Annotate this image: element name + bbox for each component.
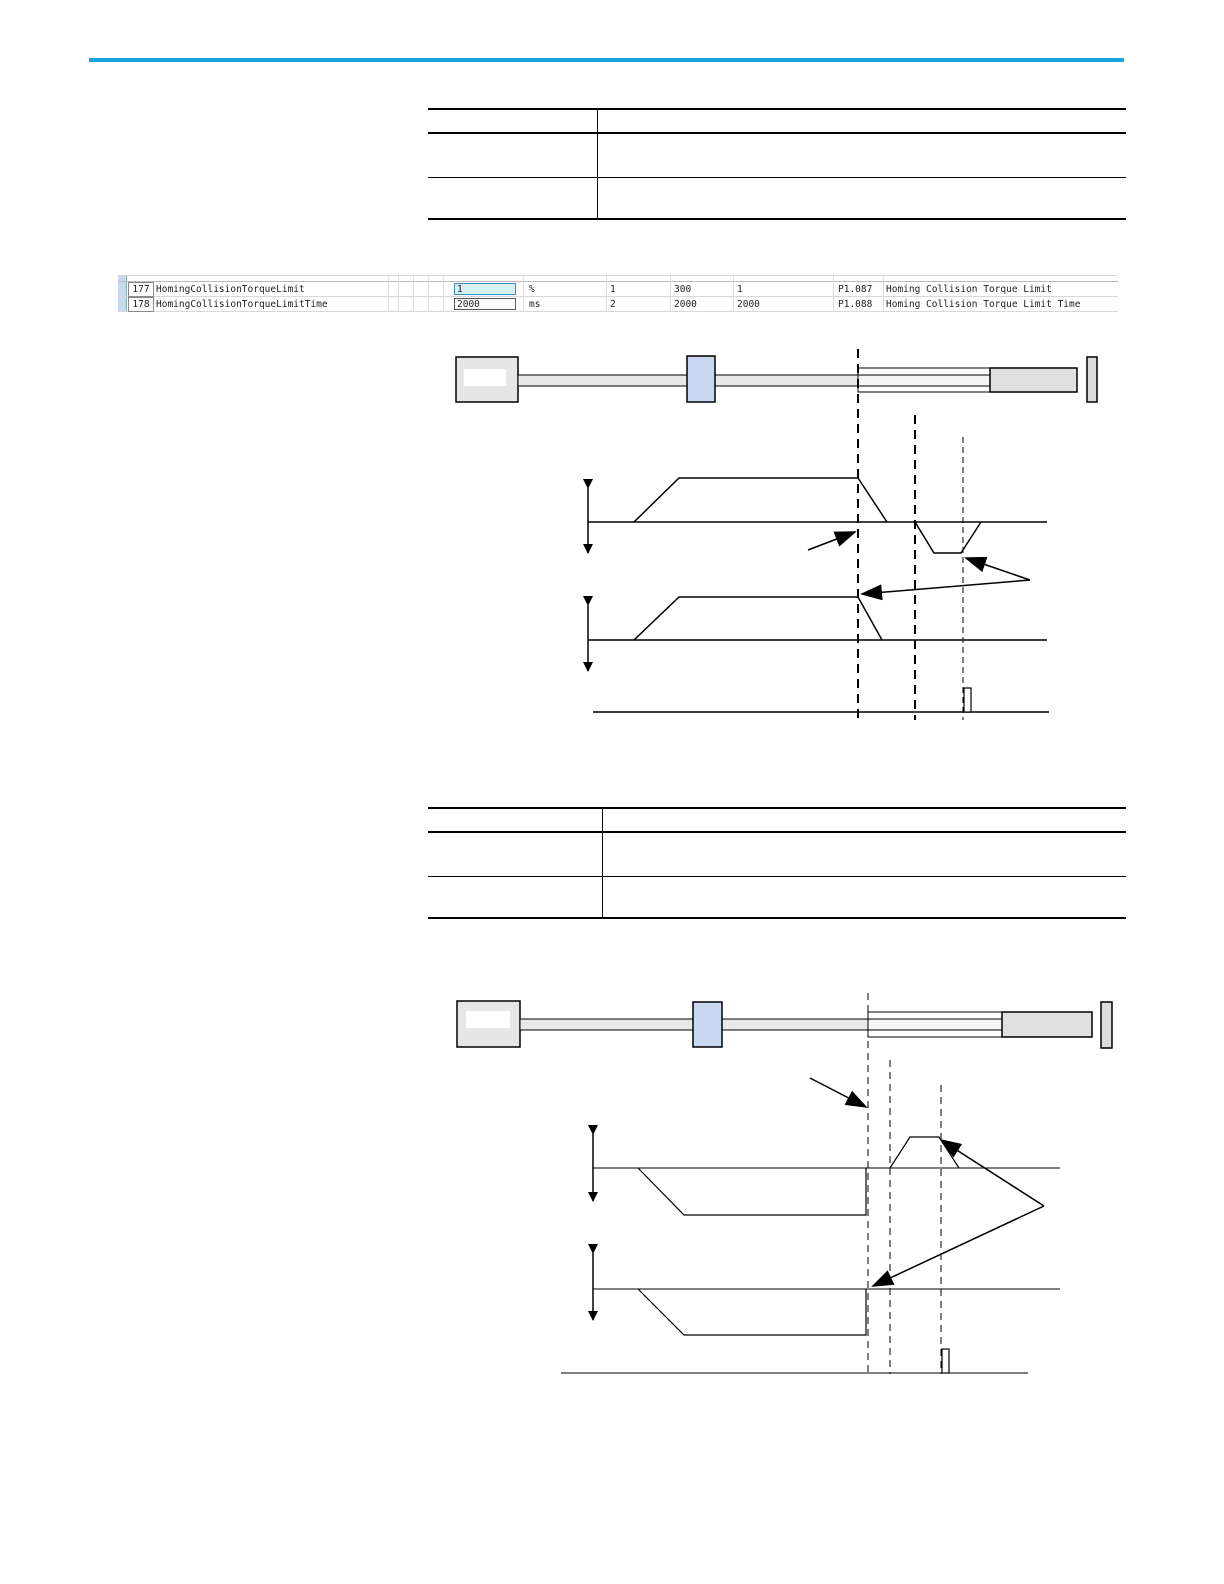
motor-block [457, 1001, 520, 1047]
row-index: 178 [128, 297, 154, 312]
callout-arrow [941, 1140, 1044, 1206]
parameter-max: 2000 [674, 299, 697, 310]
parameter-description: Homing Collision Torque Limit Time [886, 299, 1081, 310]
end-block [1002, 1012, 1092, 1037]
row-index: 177 [128, 282, 154, 297]
callout-arrow [810, 1078, 866, 1107]
end-block [990, 368, 1077, 392]
hard-stop [1101, 1002, 1112, 1048]
parameter-min: 2 [610, 299, 616, 310]
parameter-unit: ms [529, 299, 541, 310]
parameter-name: HomingCollisionTorqueLimitTime [156, 299, 328, 310]
diagram-negative-homing [457, 993, 1112, 1374]
parameter-id: P1.088 [838, 299, 873, 310]
carriage [687, 356, 715, 402]
velocity-return-profile [890, 1137, 959, 1168]
carriage [693, 1002, 722, 1047]
velocity-profile [634, 478, 887, 522]
home-signal-pulse [964, 688, 971, 712]
parameter-name: HomingCollisionTorqueLimit [156, 284, 305, 295]
parameter-description: Homing Collision Torque Limit [886, 284, 1052, 295]
motor-block [456, 357, 518, 402]
parameter-unit: % [529, 284, 535, 295]
parameter-value-input[interactable]: 2000 [454, 298, 516, 310]
parameter-min: 1 [610, 284, 616, 295]
callout-arrow [808, 532, 855, 550]
callout-arrow [966, 558, 1030, 580]
velocity-profile [638, 1168, 866, 1215]
torque-profile [638, 1289, 866, 1335]
home-signal-pulse [942, 1349, 949, 1373]
diagram-positive-homing [456, 349, 1097, 720]
parameter-default: 2000 [737, 299, 760, 310]
callout-arrow [862, 580, 1030, 594]
parameter-max: 300 [674, 284, 692, 295]
parameter-id: P1.087 [838, 284, 873, 295]
parameter-default: 1 [737, 284, 743, 295]
hard-stop [1087, 357, 1097, 402]
parameter-value-input[interactable]: 1 [454, 283, 516, 295]
callout-arrow [873, 1206, 1044, 1286]
velocity-return-profile [915, 522, 981, 553]
torque-profile [634, 597, 882, 640]
